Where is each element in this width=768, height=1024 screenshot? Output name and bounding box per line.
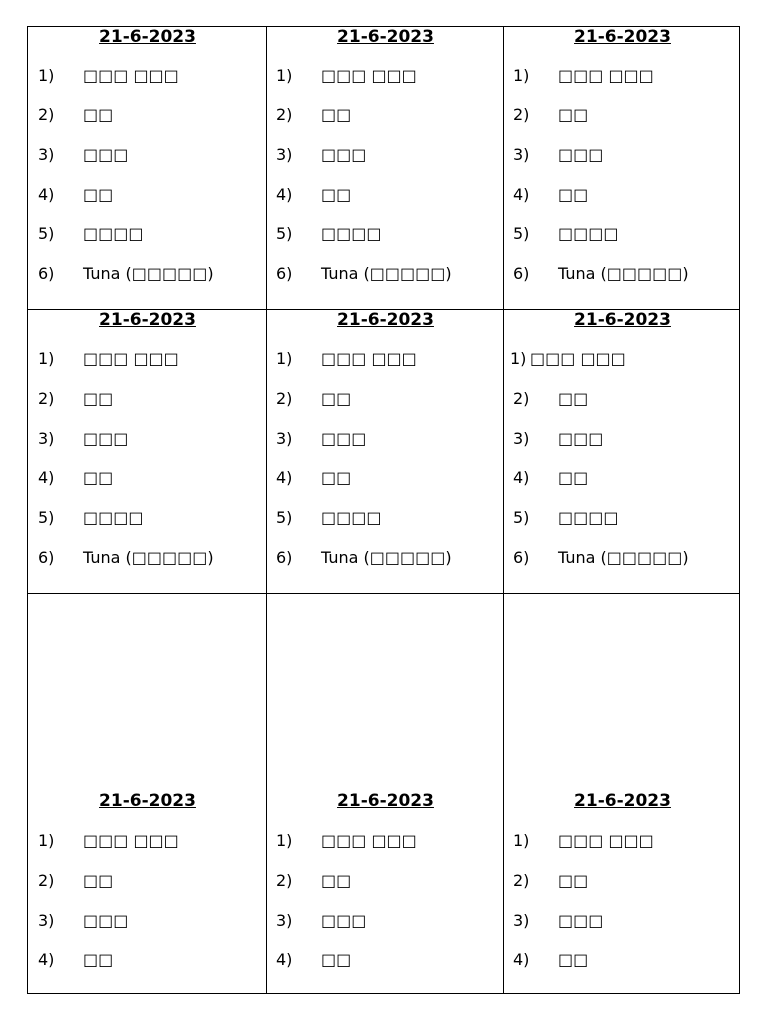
item-text: □□ bbox=[83, 185, 114, 204]
list-item bbox=[267, 507, 504, 529]
item-text: □□ bbox=[558, 950, 589, 969]
item-number: 4) bbox=[38, 185, 55, 204]
cell-date: 21-6-2023 bbox=[574, 791, 671, 811]
item-number: 6) bbox=[276, 264, 293, 283]
item-text: □□□ bbox=[558, 911, 604, 930]
item-text: Tuna (□□□□□) bbox=[83, 264, 214, 283]
item-number: 2) bbox=[38, 389, 55, 408]
list-item bbox=[267, 949, 504, 971]
list-item bbox=[504, 547, 741, 569]
item-text: Tuna (□□□□□) bbox=[558, 548, 689, 567]
item-number: 2) bbox=[513, 105, 530, 124]
item-text: □□□ □□□ bbox=[558, 831, 654, 850]
item-text: □□ bbox=[321, 468, 352, 487]
cell-date: 21-6-2023 bbox=[337, 791, 434, 811]
list-item bbox=[29, 949, 266, 971]
item-text: □□□□ bbox=[558, 224, 619, 243]
list-item bbox=[267, 547, 504, 569]
list-item bbox=[267, 428, 504, 450]
list-item bbox=[504, 467, 741, 489]
list-item bbox=[29, 910, 266, 932]
item-number: 2) bbox=[513, 871, 530, 890]
item-number: 6) bbox=[513, 548, 530, 567]
item-number: 2) bbox=[38, 871, 55, 890]
item-text: □□□□ bbox=[321, 224, 382, 243]
list-item bbox=[29, 547, 266, 569]
list-item bbox=[267, 348, 504, 370]
item-number: 4) bbox=[38, 468, 55, 487]
cell-date: 21-6-2023 bbox=[99, 310, 196, 330]
item-text: □□ bbox=[321, 389, 352, 408]
list-item bbox=[504, 104, 741, 126]
item-number: 4) bbox=[513, 185, 530, 204]
item-text: □□ bbox=[558, 468, 589, 487]
item-number: 3) bbox=[513, 145, 530, 164]
item-number: 5) bbox=[276, 224, 293, 243]
item-number: 3) bbox=[276, 911, 293, 930]
item-number: 5) bbox=[38, 224, 55, 243]
item-text: □□□□ bbox=[83, 508, 144, 527]
list-item bbox=[504, 144, 741, 166]
item-text: □□ bbox=[321, 185, 352, 204]
item-text: □□□ □□□ bbox=[558, 66, 654, 85]
list-item bbox=[29, 830, 266, 852]
list-item bbox=[29, 144, 266, 166]
item-text: □□□ bbox=[83, 911, 129, 930]
item-number: 2) bbox=[276, 105, 293, 124]
item-text: □□□□ bbox=[321, 508, 382, 527]
label-grid bbox=[27, 26, 740, 994]
item-number: 4) bbox=[513, 950, 530, 969]
item-number: 5) bbox=[513, 508, 530, 527]
list-item bbox=[29, 870, 266, 892]
item-text: □□ bbox=[83, 950, 114, 969]
item-number: 4) bbox=[513, 468, 530, 487]
item-number: 1) bbox=[513, 66, 530, 85]
item-number: 2) bbox=[38, 105, 55, 124]
list-item bbox=[29, 104, 266, 126]
list-item bbox=[267, 467, 504, 489]
item-number: 4) bbox=[38, 950, 55, 969]
list-item bbox=[504, 507, 741, 529]
cell-date: 21-6-2023 bbox=[337, 310, 434, 330]
item-number: 3) bbox=[276, 145, 293, 164]
list-item bbox=[267, 870, 504, 892]
item-number: 5) bbox=[276, 508, 293, 527]
list-item bbox=[29, 348, 266, 370]
list-item bbox=[267, 223, 504, 245]
item-number: 2) bbox=[276, 389, 293, 408]
item-number: 1) bbox=[513, 831, 530, 850]
list-item bbox=[29, 467, 266, 489]
list-item bbox=[29, 428, 266, 450]
item-text: □□ bbox=[558, 185, 589, 204]
list-item bbox=[504, 348, 741, 370]
list-item bbox=[504, 263, 741, 285]
item-number: 3) bbox=[38, 145, 55, 164]
item-text: □□ bbox=[321, 871, 352, 890]
item-text: Tuna (□□□□□) bbox=[83, 548, 214, 567]
list-item bbox=[29, 65, 266, 87]
list-item bbox=[504, 870, 741, 892]
item-text: □□□ □□□ bbox=[321, 349, 417, 368]
list-item bbox=[267, 830, 504, 852]
item-text: □□□ bbox=[321, 911, 367, 930]
list-item bbox=[267, 144, 504, 166]
list-item bbox=[504, 428, 741, 450]
list-item bbox=[267, 388, 504, 410]
item-text: □□□ bbox=[558, 429, 604, 448]
item-number: 1) bbox=[276, 349, 293, 368]
item-text: □□ bbox=[83, 389, 114, 408]
list-item bbox=[267, 104, 504, 126]
cell-date: 21-6-2023 bbox=[99, 27, 196, 47]
list-item bbox=[504, 388, 741, 410]
item-number: 6) bbox=[276, 548, 293, 567]
item-text: □□□ □□□ bbox=[530, 349, 626, 368]
cell-date: 21-6-2023 bbox=[574, 27, 671, 47]
cell-date: 21-6-2023 bbox=[337, 27, 434, 47]
item-text: □□□ bbox=[321, 429, 367, 448]
item-number: 3) bbox=[513, 429, 530, 448]
row-divider bbox=[28, 593, 739, 594]
list-item bbox=[29, 223, 266, 245]
list-item bbox=[29, 507, 266, 529]
item-text: Tuna (□□□□□) bbox=[558, 264, 689, 283]
item-text: □□ bbox=[83, 105, 114, 124]
item-text: □□□ □□□ bbox=[321, 831, 417, 850]
item-text: □□□ □□□ bbox=[83, 66, 179, 85]
item-number: 2) bbox=[513, 389, 530, 408]
list-item bbox=[29, 184, 266, 206]
item-text: □□ bbox=[558, 871, 589, 890]
item-text: □□□ bbox=[83, 145, 129, 164]
list-item bbox=[267, 910, 504, 932]
list-item bbox=[267, 263, 504, 285]
item-text: □□□ □□□ bbox=[83, 831, 179, 850]
item-text: □□□ □□□ bbox=[321, 66, 417, 85]
item-number: 1) bbox=[510, 349, 527, 368]
item-number: 1) bbox=[38, 349, 55, 368]
item-number: 1) bbox=[38, 66, 55, 85]
item-number: 6) bbox=[38, 264, 55, 283]
item-text: □□□ bbox=[83, 429, 129, 448]
item-text: □□□□ bbox=[83, 224, 144, 243]
item-number: 4) bbox=[276, 468, 293, 487]
list-item bbox=[504, 223, 741, 245]
item-text: □□ bbox=[83, 871, 114, 890]
item-number: 3) bbox=[38, 429, 55, 448]
list-item bbox=[504, 910, 741, 932]
item-number: 4) bbox=[276, 185, 293, 204]
list-item bbox=[504, 830, 741, 852]
item-text: □□ bbox=[321, 950, 352, 969]
item-number: 4) bbox=[276, 950, 293, 969]
item-text: □□□□ bbox=[558, 508, 619, 527]
item-number: 2) bbox=[276, 871, 293, 890]
item-number: 1) bbox=[276, 66, 293, 85]
item-number: 6) bbox=[38, 548, 55, 567]
item-text: □□ bbox=[83, 468, 114, 487]
item-text: Tuna (□□□□□) bbox=[321, 264, 452, 283]
item-number: 1) bbox=[276, 831, 293, 850]
list-item bbox=[29, 388, 266, 410]
list-item bbox=[267, 65, 504, 87]
cell-date: 21-6-2023 bbox=[99, 791, 196, 811]
item-number: 6) bbox=[513, 264, 530, 283]
list-item bbox=[267, 184, 504, 206]
item-text: □□□ □□□ bbox=[83, 349, 179, 368]
list-item bbox=[29, 263, 266, 285]
item-text: Tuna (□□□□□) bbox=[321, 548, 452, 567]
list-item bbox=[504, 65, 741, 87]
item-number: 3) bbox=[276, 429, 293, 448]
item-number: 3) bbox=[38, 911, 55, 930]
item-text: □□ bbox=[558, 389, 589, 408]
item-number: 1) bbox=[38, 831, 55, 850]
item-number: 5) bbox=[513, 224, 530, 243]
item-text: □□ bbox=[321, 105, 352, 124]
item-text: □□□ bbox=[321, 145, 367, 164]
item-number: 5) bbox=[38, 508, 55, 527]
list-item bbox=[504, 184, 741, 206]
cell-date: 21-6-2023 bbox=[574, 310, 671, 330]
item-number: 3) bbox=[513, 911, 530, 930]
item-text: □□□ bbox=[558, 145, 604, 164]
item-text: □□ bbox=[558, 105, 589, 124]
list-item bbox=[504, 949, 741, 971]
